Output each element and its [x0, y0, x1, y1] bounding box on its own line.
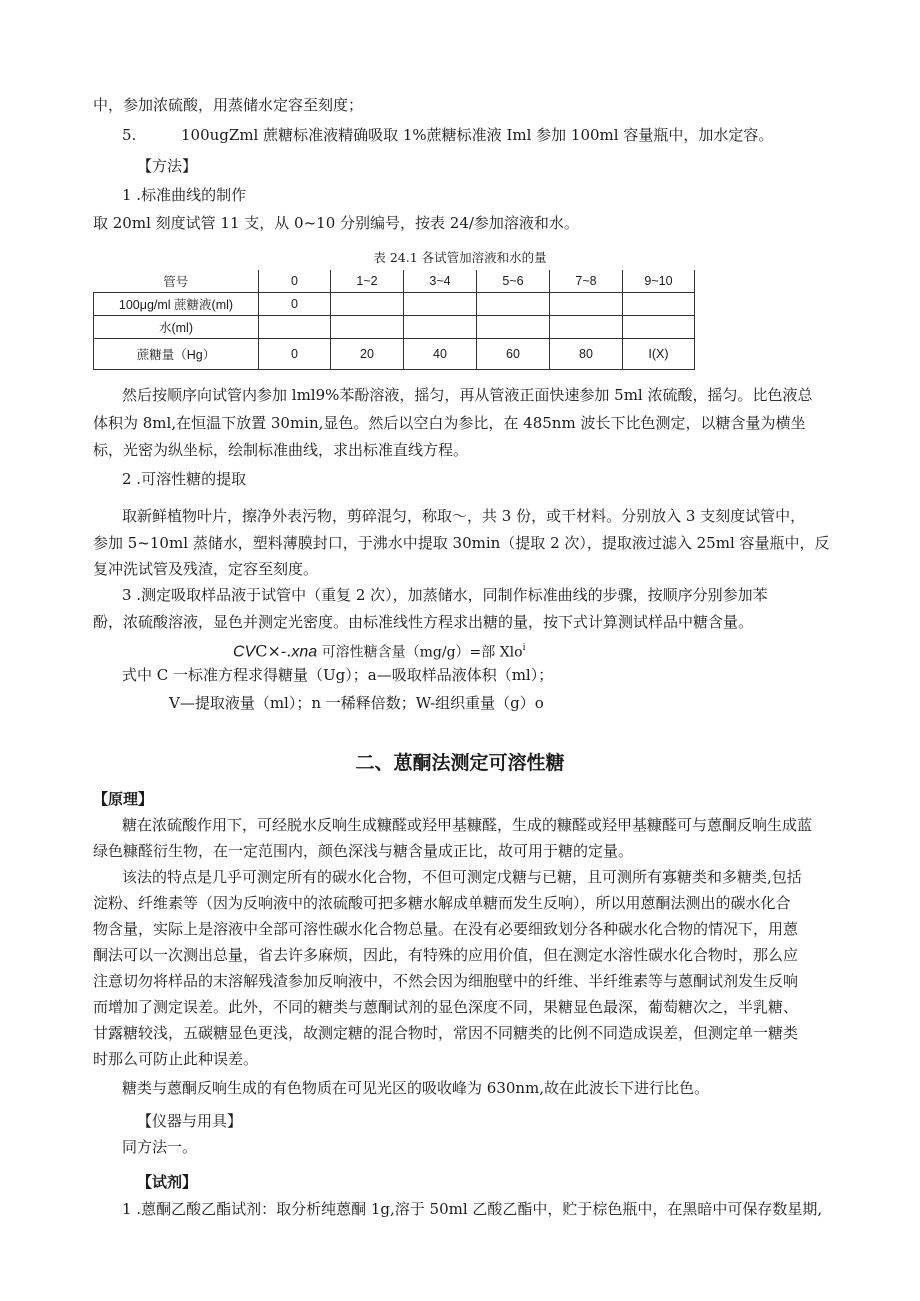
- section-heading: 二、葸酮法测定可溶性糖: [355, 753, 565, 774]
- formula-part: 可溶性糖含量（mg/g）=部 Xlo: [317, 644, 523, 661]
- table-cell: 0: [259, 293, 331, 316]
- tube-table: [93, 270, 695, 370]
- table-cell: 水(ml): [94, 316, 259, 339]
- text-line: 淀粉、纤维素等（因为反响液中的浓硫酸可把多糖水解成单糖而发生反响），所以用蒽酮法测出的碳水化合: [93, 894, 791, 912]
- text-line: 该法的特点是几乎可测定所有的碳水化合物，不但可测定戊糖与已糖，且可测所有寡糖类和多糖类,包括: [122, 868, 802, 886]
- table-row: [94, 316, 695, 339]
- table-caption: 表 24.1 各试管加溶液和水的量: [373, 250, 547, 265]
- subsection-title: 2 .可溶性糖的提取: [122, 470, 247, 488]
- table-cell: [550, 293, 623, 316]
- table-cell: 40: [404, 339, 477, 370]
- section-label-principle: 【原理】: [93, 790, 154, 808]
- table-cell: [259, 316, 331, 339]
- table-cell: 0: [259, 270, 331, 293]
- table-cell: 蔗糖量（Hg）: [94, 339, 259, 370]
- table-cell: 3~4: [404, 270, 477, 293]
- section-label-reagents: 【试剂】: [137, 1173, 198, 1191]
- table-cell: 9~10: [623, 270, 695, 293]
- table-cell: 1~2: [331, 270, 404, 293]
- subsection-title: 1 .标准曲线的制作: [122, 186, 247, 204]
- table-cell: 7~8: [550, 270, 623, 293]
- text-line: 然后按顺序向试管内参加 lml9%苯酚溶液，摇匀，再从管液正面快速参加 5ml 浓硫酸，摇匀。比色液总: [122, 386, 813, 404]
- table-cell: [477, 293, 550, 316]
- text-line: 式中 C 一标准方程求得糖量（Ug）；a—吸取样品液体积（ml）；: [122, 666, 554, 684]
- text-line: 酚，浓硫酸溶液，显色并测定光密度。由标准线性方程求出糖的量，按下式计算测试样品中糖含量。: [93, 613, 754, 631]
- formula-part: i: [522, 643, 526, 653]
- text-line: 同方法一。: [122, 1138, 198, 1156]
- section-label-method: 【方法】: [137, 157, 198, 175]
- table-cell: [331, 293, 404, 316]
- text-line: 标，光密为纵坐标，绘制标准曲线，求出标准直线方程。: [93, 441, 469, 459]
- table-cell: 0: [259, 339, 331, 370]
- table-cell: [404, 293, 477, 316]
- table-row: [94, 339, 695, 370]
- text-line: 3 .测定吸取样品液于试管中（重复 2 次），加蒸储水，同制作标准曲线的步骤，按顺序分别参加苯: [122, 586, 768, 604]
- text-line: 糖在浓硫酸作用下，可经脱水反响生成糠醛或羟甲基糠醛，生成的糠醛或羟甲基糠醛可与蒽酮反响生成蓝: [122, 816, 813, 834]
- formula-part: xna: [291, 643, 318, 661]
- table-row: [94, 293, 695, 316]
- table-cell: [623, 316, 695, 339]
- list-number: 5.: [122, 126, 137, 144]
- formula-part: CV: [233, 643, 256, 661]
- table-cell: 20: [331, 339, 404, 370]
- table-header-row: [94, 270, 695, 293]
- text-line: V—提取液量（ml）；n 一稀释倍数；W-组织重量（g）o: [169, 694, 544, 712]
- table-cell: [623, 293, 695, 316]
- section-label-instruments: 【仪器与用具】: [137, 1112, 243, 1130]
- text-line: 复冲洗试管及残渣，定容至刻度。: [93, 560, 319, 578]
- text-line: 1 .蒽酮乙酸乙酯试剂：取分析纯蒽酮 1g,溶于 50ml 乙酸乙酯中，贮于棕色瓶中，在黑暗中可保存数星期,: [122, 1200, 823, 1218]
- table-cell: [550, 316, 623, 339]
- text-line: 取新鲜植物叶片，擦净外表污物，剪碎混匀，称取～，共 3 份，或干材料。分别放入 3 支刻度试管中，: [122, 507, 806, 525]
- table-cell: [404, 316, 477, 339]
- formula-part: C×-.: [255, 641, 292, 661]
- formula: [233, 638, 525, 662]
- text-line: 绿色糠醛衍生物，在一定范围内，颜色深浅与糖含量成正比，故可用于糖的定量。: [93, 842, 634, 860]
- text-line: 取 20ml 刻度试管 11 支，从 0~10 分别编号，按表 24/参加溶液和水。: [93, 214, 579, 232]
- text-line: 甘露糖较浅，五碳糖显色更浅，故测定糖的混合物时，常因不同糖类的比例不同造成误差，但测定单一糖类: [93, 1024, 799, 1042]
- table-cell: 5~6: [477, 270, 550, 293]
- text-line: 而增加了测定误差。此外，不同的糖类与蒽酮试剂的显色深度不同，果糖显色最深，葡萄糖次之，半乳糖、: [93, 998, 799, 1016]
- text-line: 时那么可防止此种误差。: [93, 1050, 259, 1068]
- table-cell: [331, 316, 404, 339]
- table-cell: [477, 316, 550, 339]
- text-line: 注意切勿将样品的末溶解残渣参加反响液中，不然会因为细胞壁中的纤维、半纤维素等与蒽酮试剂发生反响: [93, 972, 799, 990]
- text-line: 中，参加浓硫酸，用蒸储水定容至刻度；: [93, 96, 364, 114]
- text-line: 100ugZml 蔗糖标准液精确吸取 1%蔗糖标准液 Iml 参加 100ml 容量瓶中，加水定容。: [181, 126, 774, 144]
- text-line: 体积为 8ml,在恒温下放置 30min,显色。然后以空白为参比，在 485nm 波长下比色测定，以糖含量为横坐: [93, 414, 806, 432]
- text-line: 酮法可以一次测出总量，省去许多麻烦，因此，有特殊的应用价值，但在测定水溶性碳水化合物时，那么应: [93, 946, 799, 964]
- table-cell: 80: [550, 339, 623, 370]
- text-line: 糖类与蒽酮反响生成的有色物质在可见光区的吸收峰为 630nm,故在此波长下进行比色。: [122, 1079, 710, 1097]
- table-cell: I(X): [623, 339, 695, 370]
- table-cell: 60: [477, 339, 550, 370]
- text-line: 参加 5~10ml 蒸储水，塑料薄膜封口，于沸水中提取 30min（提取 2 次），提取液过滤入 25ml 容量瓶中，反: [93, 534, 830, 552]
- table-cell: 管号: [94, 270, 259, 293]
- table-cell: 100μg/ml 蔗糖液(ml): [94, 293, 259, 316]
- text-line: 物含量，实际上是溶液中全部可溶性碳水化合物总量。在没有必要细致划分各种碳水化合物的情况下，用蒽: [93, 920, 799, 938]
